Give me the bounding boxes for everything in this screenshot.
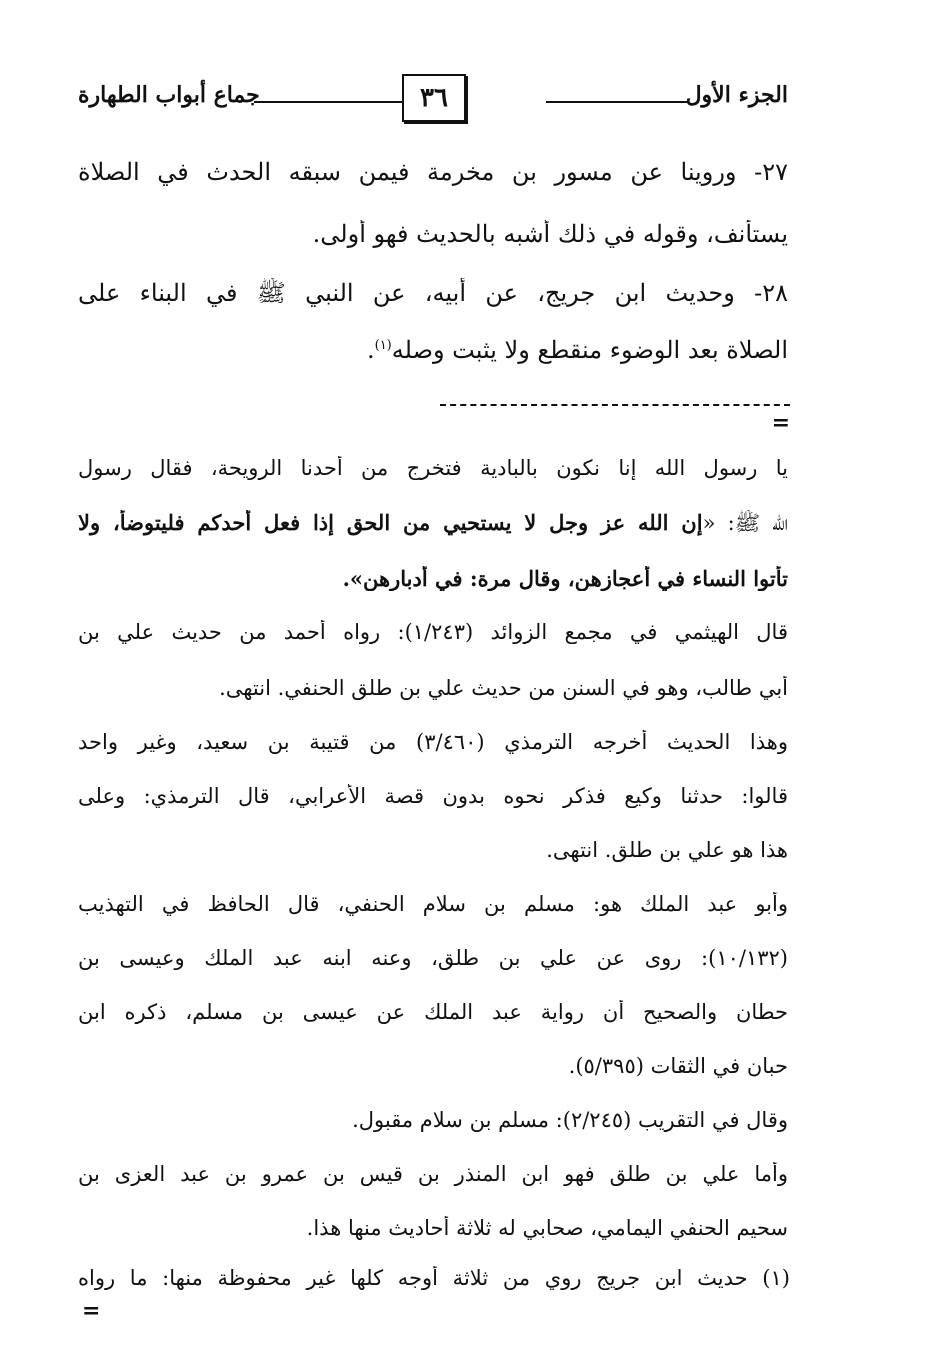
- main-line-4: [78, 336, 788, 364]
- continuation-mark-top: =: [771, 410, 790, 436]
- note-line-10: (١٠/١٣٢): روى عن علي بن طلق، وعنه ابنه عبد الملك وعيسى بن: [78, 946, 788, 970]
- main-line-1: ٢٧- وروينا عن مسور بن مخرمة فيمن سبقه الحدث في الصلاة: [78, 158, 788, 186]
- header-rule-right: [546, 101, 688, 103]
- note-line-5: أبي طالب، وهو في السنن من حديث علي بن طلق الحنفي. انتهى.: [219, 676, 788, 700]
- page-number-box: ٣٦: [402, 74, 466, 122]
- note-line-3: [78, 566, 788, 591]
- main-line-3: ٢٨- وحديث ابن جريج، عن أبيه، عن النبي ﷺ في البناء على: [78, 279, 788, 307]
- note-line-9: وأبو عبد الملك هو: مسلم بن سلام الحنفي، قال الحافظ في التهذيب: [78, 892, 788, 916]
- note-line-2: [78, 510, 788, 541]
- main-line-2: يستأنف، وقوله في ذلك أشبه بالحديث فهو أولى.: [312, 220, 788, 248]
- header-rule-left: [254, 101, 402, 103]
- footnote-reference: (١): [374, 338, 392, 353]
- volume-label: الجزء الأول: [685, 82, 788, 108]
- chapter-title: جماع أبواب الطهارة: [78, 82, 260, 108]
- footnote-1-line: (١) حديث ابن جريج روي من ثلاثة أوجه كلها غير محفوظة منها: ما رواه: [78, 1266, 790, 1290]
- note-line-12: حبان في الثقات (٥/٣٩٥).: [568, 1054, 788, 1078]
- note-line-1: يا رسول الله إنا نكون بالبادية فتخرج من أحدنا الرويحة، فقال رسول: [78, 456, 788, 480]
- footnote-separator: [440, 404, 790, 406]
- note-line-4: قال الهيثمي في مجمع الزوائد (١/٢٤٣): رواه أحمد من حديث علي بن: [78, 620, 788, 644]
- note-line-2-plain: الله ﷺ: «: [702, 511, 788, 535]
- note-line-15: سحيم الحنفي اليمامي، صحابي له ثلاثة أحاديث منها هذا.: [306, 1216, 788, 1240]
- note-line-7: قالوا: حدثنا وكيع فذكر نحوه بدون قصة الأعرابي، قال الترمذي: وعلى: [78, 784, 788, 808]
- running-header: [78, 72, 788, 124]
- main-line-4-period: .: [366, 336, 375, 364]
- hadith-text-1: إن الله عز وجل لا يستحيي من الحق إذا فعل أحدكم فليتوضأ، ولا: [78, 510, 703, 535]
- note-line-14: وأما علي بن طلق فهو ابن المنذر بن قيس بن عمرو بن عبد العزى بن: [78, 1162, 788, 1186]
- hadith-text-2: تأتوا النساء في أعجازهن، وقال مرة: في أدبارهن: [363, 566, 788, 591]
- note-line-11: حطان والصحيح أن رواية عبد الملك عن عيسى بن مسلم، ذكره ابن: [78, 1000, 788, 1024]
- note-line-8: هذا هو علي بن طلق. انتهى.: [546, 838, 788, 862]
- note-line-3-close: ».: [342, 566, 364, 591]
- main-line-4-text: الصلاة بعد الوضوء منقطع ولا يثبت وصله: [391, 336, 788, 364]
- continuation-mark-bottom: =: [82, 1298, 101, 1324]
- note-line-6: وهذا الحديث أخرجه الترمذي (٣/٤٦٠) من قتيبة بن سعيد، وغير واحد: [78, 730, 788, 754]
- note-line-13: وقال في التقريب (٢/٢٤٥): مسلم بن سلام مقبول.: [352, 1108, 788, 1132]
